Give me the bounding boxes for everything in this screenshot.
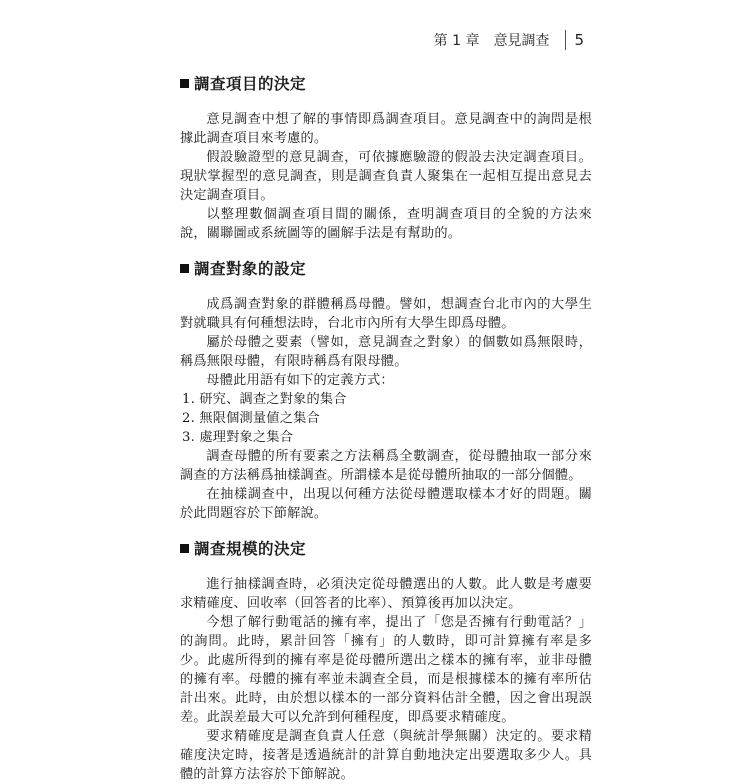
paragraph: 成爲調查對象的群體稱爲母體。譬如，想調查台北市內的大學生對就職具有何種想法時，台北市內所有大學生即爲母體。 (180, 297, 592, 331)
paragraph: 母體此用語有如下的定義方式： (206, 373, 394, 388)
section-title: 調查規模的決定 (194, 540, 307, 558)
paragraph: 調查母體的所有要素之方法稱爲全數調查，從母體抽取一部分來調查的方法稱爲抽樣調查。所謂樣本是從母體所抽取的一部分個體。 (180, 449, 592, 483)
paragraph: 進行抽樣調查時，必須決定從母體選出的人數。此人數是考慮要求精確度、回收率（回答者的比率）、預算後再加以決定。 (180, 577, 592, 611)
section-title: 調查項目的決定 (194, 75, 307, 93)
chapter-title: 第 1 章 意見調查 (433, 33, 550, 49)
paragraph: 假設驗證型的意見調查，可依據應驗證的假設去決定調查項目。現狀掌握型的意見調查，則是調查負責人聚集在一起相互提出意見去決定調查項目。 (180, 150, 592, 203)
page-number: 5 (574, 31, 584, 49)
paragraph: 在抽樣調查中，出現以何種方法從母體選取樣本才好的問題。關於此問題容於下節解說。 (180, 487, 592, 521)
square-bullet-icon (180, 79, 189, 88)
header-divider (565, 30, 566, 50)
paragraph: 今想了解行動電話的擁有率，提出了「您是否擁有行動電話？」的詢問。此時，累計回答「擁有」的人數時，即可計算擁有率是多少。此處所得到的擁有率是從母體所選出之樣本的擁有率，並非母體的擁有率。母體的擁有率並未調查全員，而是根據樣本的擁有率所估計出來。此時，由於想以樣本的一部分資料估計全體，因之會出現誤差。此誤差最大可以允許到何種程度，即爲要求精確度。 (180, 615, 592, 725)
square-bullet-icon (180, 264, 189, 273)
section-title: 調查對象的設定 (194, 260, 307, 278)
page-body (180, 72, 592, 784)
paragraph: 以整理數個調查項目間的關係，查明調查項目的全貌的方法來說，關聯圖或系統圖等的圖解手法是有幫助的。 (180, 207, 592, 241)
paragraph: 要求精確度是調查負責人任意（與統計學無關）決定的。要求精確度決定時，接著是透過統計的計算自動地決定出要選取多少人。具體的計算方法容於下節解說。 (180, 729, 592, 782)
paragraph: 屬於母體之要素（譬如，意見調查之對象）的個數如爲無限時，稱爲無限母體，有限時稱爲有限母體。 (180, 335, 592, 369)
running-header (434, 30, 584, 50)
section-heading (180, 537, 592, 559)
section-heading (180, 72, 592, 94)
list-item: 2. 無限個測量値之集合 (182, 411, 320, 426)
list-item: 1. 研究、調查之對象的集合 (182, 392, 347, 407)
list-item: 3. 處理對象之集合 (182, 430, 294, 445)
square-bullet-icon (180, 544, 189, 553)
section-heading (180, 257, 592, 279)
paragraph: 意見調查中想了解的事情即爲調查項目。意見調查中的詢問是根據此調查項目來考慮的。 (180, 112, 592, 146)
